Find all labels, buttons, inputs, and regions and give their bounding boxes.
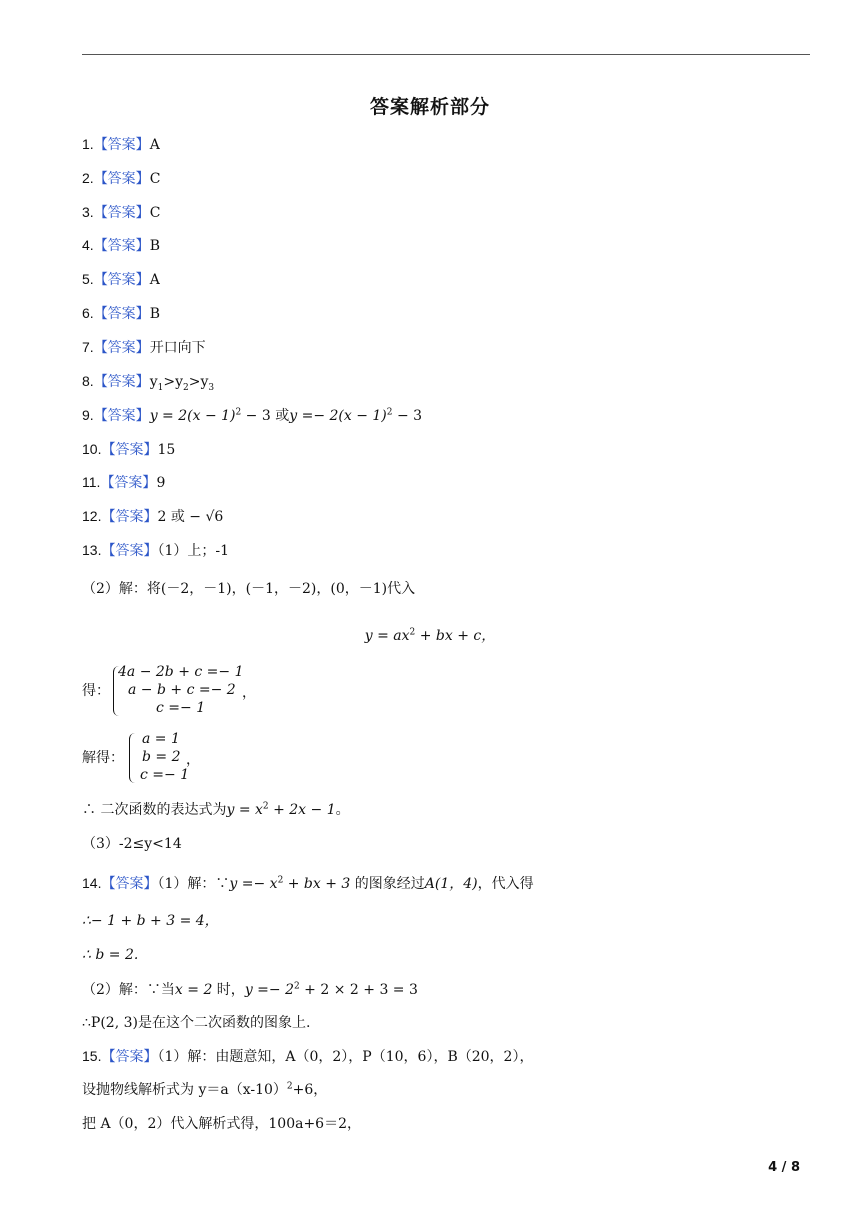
answer-line-8 bbox=[82, 371, 214, 392]
text: 时， bbox=[212, 982, 245, 998]
answer-value: 2 或 bbox=[157, 509, 190, 525]
question-number: 2. bbox=[82, 170, 94, 186]
system-row: a − b + c =− 2 bbox=[128, 682, 236, 698]
question-number: 15. bbox=[82, 1048, 102, 1064]
answer-line-2 bbox=[82, 168, 160, 189]
answer-line-12 bbox=[82, 506, 223, 527]
text: ，代入得 bbox=[477, 876, 534, 892]
answer-value: B bbox=[149, 238, 160, 254]
equation: y =− 2 bbox=[244, 982, 294, 998]
equation-system-2 bbox=[140, 731, 220, 787]
equation-system-1 bbox=[118, 664, 278, 720]
equation: y = x bbox=[226, 802, 263, 818]
equation: − 3 bbox=[392, 408, 423, 424]
equation: + bx + c， bbox=[415, 628, 496, 644]
question-number: 3. bbox=[82, 204, 94, 220]
equation: + bx + 3 bbox=[283, 876, 351, 892]
answer-tag: 【答案】 bbox=[93, 374, 150, 390]
q15-step-1 bbox=[82, 1080, 327, 1100]
answer-text: y bbox=[149, 374, 158, 390]
system-row: b = 2 bbox=[142, 749, 181, 765]
question-number: 13. bbox=[82, 542, 102, 558]
answer-line-15 bbox=[82, 1046, 533, 1067]
answer-value: A bbox=[149, 137, 160, 153]
q13-conclusion bbox=[82, 800, 350, 820]
answer-line-14 bbox=[82, 873, 534, 894]
system-row: 4a − 2b + c =− 1 bbox=[118, 664, 244, 680]
answer-value: B bbox=[149, 306, 160, 322]
equation: y =− 2(x − 1) bbox=[289, 408, 387, 424]
exponent: 2 bbox=[277, 875, 284, 886]
answer-tag: 【答案】 bbox=[93, 171, 150, 187]
answer-value: C bbox=[149, 171, 161, 187]
part-1: （1）解：由题意知，A（0，2），P（10，6），B（20，2）， bbox=[157, 1049, 534, 1065]
page-number: 4 / 8 bbox=[768, 1160, 800, 1175]
root-expression: − √6 bbox=[189, 509, 224, 525]
question-number: 7. bbox=[82, 339, 94, 355]
left-brace bbox=[129, 733, 138, 783]
exponent: 2 bbox=[386, 407, 393, 418]
answer-tag: 【答案】 bbox=[101, 509, 158, 525]
answer-line-1 bbox=[82, 134, 160, 155]
answer-value: 开口向下 bbox=[149, 340, 206, 356]
exponent: 2 bbox=[294, 981, 300, 992]
answer-line-5 bbox=[82, 269, 160, 290]
answer-tag: 【答案】 bbox=[93, 340, 150, 356]
subscript: 1 bbox=[157, 382, 164, 393]
answer-line-11 bbox=[82, 472, 165, 493]
punctuation: 。 bbox=[335, 802, 350, 818]
q14-part-2 bbox=[82, 980, 418, 1000]
answer-line-9 bbox=[82, 405, 422, 426]
question-number: 4. bbox=[82, 237, 94, 253]
equation: + 2x − 1 bbox=[268, 802, 336, 818]
exponent: 2 bbox=[262, 801, 269, 812]
system-row: c =− 1 bbox=[140, 767, 190, 783]
equation: x = 2 bbox=[174, 982, 213, 998]
answer-line-3 bbox=[82, 202, 160, 223]
answer-tag: 【答案】 bbox=[101, 1049, 158, 1065]
part-label: （1）解： bbox=[157, 876, 216, 892]
conjunction: 或 bbox=[275, 408, 290, 424]
conclusion-text: ∴ 二次函数的表达式为 bbox=[82, 802, 227, 818]
exponent: 2 bbox=[286, 1081, 293, 1092]
page-title: 答案解析部分 bbox=[369, 96, 490, 118]
jie-label: 解得： bbox=[82, 750, 124, 766]
answer-tag: 【答案】 bbox=[93, 238, 150, 254]
equation: y = 2(x − 1) bbox=[149, 408, 236, 424]
question-number: 5. bbox=[82, 271, 94, 287]
question-number: 10. bbox=[82, 441, 102, 457]
q14-step-2: ∴ b = 2. bbox=[82, 947, 139, 963]
answer-value: A bbox=[149, 272, 160, 288]
answer-tag: 【答案】 bbox=[93, 205, 150, 221]
answer-line-4 bbox=[82, 235, 160, 256]
q13-general-form bbox=[0, 625, 860, 645]
equation: + 2 × 2 + 3 = 3 bbox=[299, 982, 418, 998]
answer-tag: 【答案】 bbox=[93, 137, 150, 153]
exponent: 2 bbox=[235, 407, 242, 418]
system-tail: ， bbox=[186, 752, 200, 768]
question-number: 6. bbox=[82, 305, 94, 321]
answer-value: 9 bbox=[156, 475, 166, 491]
q13-part-2: （2）解：将(－2，－1)，(－1，－2)，(0，－1)代入 bbox=[82, 581, 416, 597]
question-number: 14. bbox=[82, 875, 102, 891]
de-label: 得： bbox=[82, 683, 110, 699]
question-number: 12. bbox=[82, 508, 102, 524]
question-number: 8. bbox=[82, 373, 94, 389]
answer-line-7 bbox=[82, 337, 206, 358]
answer-text: >y bbox=[163, 374, 183, 390]
header-rule bbox=[82, 54, 810, 55]
answer-value: C bbox=[149, 205, 161, 221]
q14-step-1: ∴− 1 + b + 3 = 4， bbox=[82, 913, 219, 929]
answer-text: >y bbox=[188, 374, 209, 390]
equation: y = ax bbox=[364, 628, 410, 644]
subscript: 2 bbox=[182, 382, 189, 393]
text: 设抛物线解析式为 y＝a（x-10） bbox=[82, 1082, 287, 1098]
answer-tag: 【答案】 bbox=[93, 408, 150, 424]
q15-step-2: 把 A（0，2）代入解析式得，100a+6＝2， bbox=[82, 1116, 361, 1132]
part-1: （1）上；-1 bbox=[157, 543, 230, 559]
answer-tag: 【答案】 bbox=[101, 442, 158, 458]
subscript: 3 bbox=[208, 382, 215, 393]
answer-line-13 bbox=[82, 540, 229, 561]
question-number: 11. bbox=[82, 474, 101, 490]
answer-value: 15 bbox=[157, 442, 176, 458]
text: 的图象经过 bbox=[350, 876, 425, 892]
exponent: 2 bbox=[409, 627, 416, 638]
system-row: a = 1 bbox=[142, 731, 180, 747]
question-number: 1. bbox=[82, 136, 94, 152]
because-symbol: ∵ bbox=[215, 876, 230, 892]
text: +6， bbox=[292, 1082, 328, 1098]
answer-tag: 【答案】 bbox=[101, 876, 158, 892]
question-number: 9. bbox=[82, 407, 94, 423]
part-label: （2）解：∵当 bbox=[82, 982, 175, 998]
answer-tag: 【答案】 bbox=[100, 475, 157, 491]
answer-line-6 bbox=[82, 303, 160, 324]
q13-part-3: （3）-2≤y<14 bbox=[82, 836, 182, 852]
system-row: c =− 1 bbox=[156, 700, 206, 716]
answer-tag: 【答案】 bbox=[101, 543, 158, 559]
answer-tag: 【答案】 bbox=[93, 272, 150, 288]
system-tail: ， bbox=[242, 685, 256, 701]
point: A(1，4) bbox=[424, 876, 478, 892]
equation: y =− x bbox=[229, 876, 278, 892]
q14-conclusion: ∴P(2, 3)是在这个二次函数的图象上. bbox=[82, 1015, 311, 1031]
equation: − 3 bbox=[241, 408, 276, 424]
answer-line-10 bbox=[82, 439, 175, 460]
answer-tag: 【答案】 bbox=[93, 306, 150, 322]
